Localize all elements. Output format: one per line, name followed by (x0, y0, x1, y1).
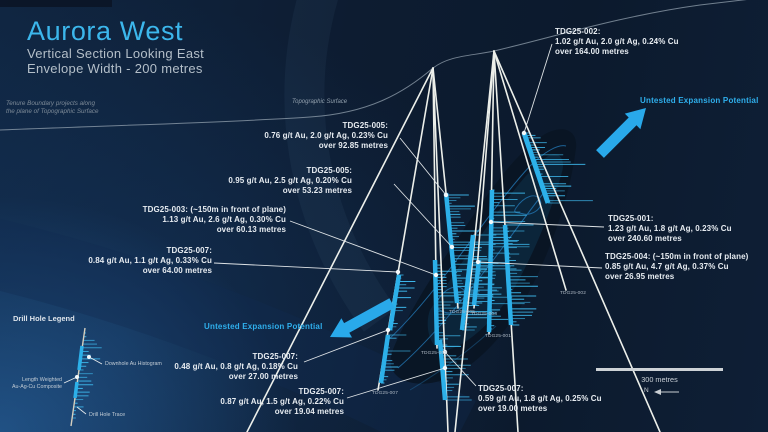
subtitle-line1: Vertical Section Looking East (27, 46, 205, 61)
scale-bar-label: 300 metres (641, 375, 678, 384)
callout-hole: TDG25-005: (306, 166, 352, 175)
topographic-surface-label: Topographic Surface (292, 99, 348, 105)
tenure-note (6, 100, 99, 116)
title-block (27, 16, 204, 76)
callout-assay: 0.95 g/t Au, 2.5 g/t Ag, 0.20% Cu (228, 176, 352, 185)
legend-title: Drill Hole Legend (13, 314, 75, 323)
trace-label-tdg25-001: TDG25-001 (485, 334, 511, 339)
legend-composite-label (12, 377, 62, 391)
expansion-label-top-right: Untested Expansion Potential (640, 96, 759, 105)
trace-label-tdg25-005: TDG25-005 (449, 310, 475, 315)
callout-hole: TDG25-001: (608, 214, 654, 223)
callout-interval: over 64.00 metres (142, 266, 212, 275)
callout-hole: TDG25-003: (~150m in front of plane) (142, 205, 286, 214)
callout-hole: TDG25-007: (252, 352, 298, 361)
page-title: Aurora West (27, 16, 184, 46)
north-arrow-icon (654, 389, 679, 395)
callout-interval: over 19.00 metres (478, 404, 548, 413)
trace-label-tdg25-003: TDG25-003 (421, 351, 447, 356)
callout-interval: over 92.85 metres (318, 141, 388, 150)
callout-tdg25-002 (555, 27, 679, 57)
callout-hole: TDG25-007: (166, 246, 212, 255)
callout-tdg25-005-upper (264, 121, 388, 151)
trace-label-tdg25-004: TDG25-004 (471, 312, 497, 317)
callout-tdg25-005-lower (228, 166, 352, 196)
tenure-note-line2: the plane of Topographic Surface (6, 108, 99, 115)
legend-histogram-label: Downhole Au Histogram (105, 361, 162, 367)
callout-tdg25-001 (608, 214, 732, 244)
callout-interval: over 60.13 metres (216, 225, 286, 234)
callout-tdg25-004 (605, 252, 748, 282)
north-label: N (644, 387, 649, 394)
callout-interval: over 26.95 metres (605, 272, 675, 281)
callout-assay: 1.13 g/t Au, 2.6 g/t Ag, 0.30% Cu (162, 215, 286, 224)
callout-assay: 0.85 g/t Au, 4.7 g/t Ag, 0.37% Cu (605, 262, 729, 271)
callout-interval: over 164.00 metres (555, 47, 629, 56)
callout-hole: TDG25-002: (555, 27, 601, 36)
trace-label-tdg25-007: TDG25-007 (372, 391, 398, 396)
callout-interval: over 240.60 metres (608, 234, 682, 243)
expansion-label-bottom-left: Untested Expansion Potential (204, 322, 323, 331)
callout-interval: over 27.00 metres (228, 372, 298, 381)
callout-assay: 0.84 g/t Au, 1.1 g/t Ag, 0.33% Cu (88, 256, 212, 265)
callout-assay: 0.48 g/t Au, 0.8 g/t Ag, 0.18% Cu (174, 362, 298, 371)
corner-strip (0, 0, 112, 7)
callout-tdg25-007-19-00m (478, 384, 602, 414)
callout-tdg25-007-64m (88, 246, 212, 276)
callout-tdg25-003 (143, 205, 286, 235)
callout-interval: over 19.04 metres (274, 407, 344, 416)
legend-trace-label: Drill Hole Trace (89, 412, 126, 418)
expansion-arrow-top-right-icon (596, 108, 646, 158)
legend-composite-line1: Length Weighted (22, 377, 62, 383)
callout-assay: 0.59 g/t Au, 1.8 g/t Ag, 0.25% Cu (478, 394, 602, 403)
tenure-note-line1: Tenure Boundary projects along (6, 100, 96, 107)
callout-hole: TDG25-005: (342, 121, 388, 130)
callout-hole: TDG25-007: (478, 384, 524, 393)
callout-assay: 1.23 g/t Au, 1.8 g/t Ag, 0.23% Cu (608, 224, 732, 233)
callout-hole: TDG25-007: (298, 387, 344, 396)
callout-assay: 0.76 g/t Au, 2.0 g/t Ag, 0.23% Cu (264, 131, 388, 140)
callout-tdg25-007-27m (174, 352, 298, 382)
callout-hole: TDG25-004: (~150m in front of plane) (605, 252, 749, 261)
callout-assay: 1.02 g/t Au, 2.0 g/t Ag, 0.24% Cu (555, 37, 679, 46)
trace-label-tdg25-002: TDG25-002 (560, 291, 586, 296)
callout-interval: over 53.23 metres (282, 186, 352, 195)
scale-bar (596, 368, 723, 371)
legend-composite-line2: Au-Ag-Cu Composite (11, 384, 62, 390)
subtitle-line2: Envelope Width - 200 metres (27, 61, 203, 76)
callout-tdg25-007-19-04m (220, 387, 344, 417)
callout-assay: 0.87 g/t Au, 1.5 g/t Ag, 0.22% Cu (220, 397, 344, 406)
